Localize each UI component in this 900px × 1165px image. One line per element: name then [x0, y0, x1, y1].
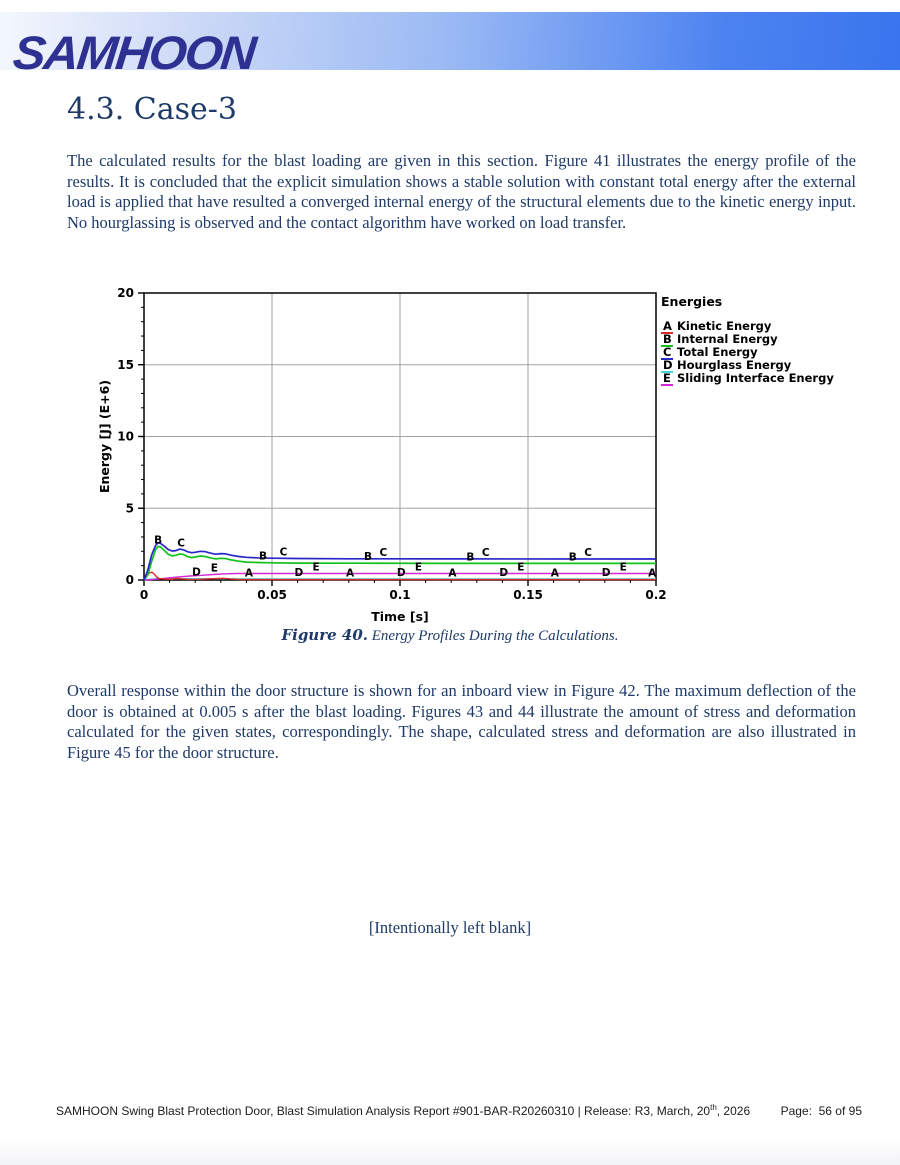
legend-label-A: Kinetic Energy	[677, 319, 772, 333]
x-axis-label: Time [s]	[371, 609, 429, 624]
legend-key-D: D	[663, 358, 673, 372]
curve-letter-C: C	[584, 547, 593, 560]
legend-key-C: C	[663, 345, 672, 359]
legend-label-C: Total Energy	[677, 345, 758, 359]
x-tick-label: 0	[139, 588, 149, 602]
curve-letter-B: B	[363, 551, 373, 564]
curve-letter-C: C	[379, 546, 388, 559]
curve-letter-B: B	[568, 551, 577, 564]
x-tick-label: 0.1	[389, 588, 411, 602]
legend-key-B: B	[663, 332, 672, 346]
figure-caption-label: Figure 40.	[281, 626, 368, 644]
section-title: 4.3. Case-3	[67, 92, 237, 127]
y-tick-label: 5	[125, 501, 134, 516]
legend-key-E: E	[663, 371, 671, 385]
y-tick-label: 15	[117, 357, 134, 372]
curve-letter-E: E	[517, 561, 525, 574]
header-banner	[0, 12, 900, 79]
curve-letter-A: A	[244, 567, 254, 580]
y-tick-label: 10	[117, 429, 134, 444]
curve-letter-A: A	[550, 567, 559, 580]
curve-letter-D: D	[192, 566, 201, 579]
curve-letter-D: D	[601, 566, 611, 579]
major-ticks	[138, 293, 656, 586]
x-tick-label: 0.15	[513, 588, 543, 602]
curve-letter-D: D	[294, 566, 304, 579]
legend-title: Energies	[661, 294, 723, 309]
legend-label-B: Internal Energy	[677, 332, 778, 346]
figure-caption	[0, 626, 900, 645]
y-tick-label: 20	[117, 286, 134, 300]
curve-letter-E: E	[619, 561, 627, 574]
footer-document-id: SAMHOON Swing Blast Protection Door, Blast Simulation Analysis Report #901-BAR-R20260310 | Release: R3, March, 20th, 2026	[56, 1103, 751, 1118]
curve-letter-C: C	[481, 546, 490, 559]
paragraph-blast-results: The calculated results for the blast loading are given in this section. Figure 41 illustrates the energy profile of the results. It is concluded that the explicit simulation shows a stable solution with constant total energy after the external load is applied that have resulted a converged internal energy of the structural elements due to the kinetic energy input. No hourglassing is observed and the contact algorithm have worked on load transfer.	[67, 151, 856, 232]
x-tick-label: 0.05	[257, 588, 287, 602]
legend-label-E: Sliding Interface Energy	[677, 371, 834, 385]
curve-letter-A: A	[346, 567, 355, 580]
figure-caption-text: Energy Profiles During the Calculations.	[367, 628, 619, 644]
curve-letter-E: E	[312, 561, 320, 574]
x-tick-label: 0.2	[645, 588, 667, 602]
curve-letter-B: B	[154, 534, 163, 547]
page-footer	[56, 1103, 862, 1118]
curve-letter-A: A	[448, 567, 457, 580]
curve-letter-D: D	[396, 566, 406, 579]
footer-superscript: th	[710, 1103, 717, 1112]
y-tick-label: 0	[125, 573, 134, 587]
legend-key-A: A	[663, 319, 672, 333]
y-axis-label: Energy [J] (E+6)	[97, 379, 112, 494]
curve-letter-E: E	[414, 561, 423, 574]
curve-letter-C: C	[177, 537, 185, 550]
curve-letter-E: E	[210, 562, 218, 575]
footer-page-number: Page: 56 of 95	[780, 1104, 862, 1118]
curve-letter-A: A	[648, 567, 657, 580]
paragraph-overall-response: Overall response within the door structure is shown for an inboard view in Figure 42. The maximum deflection of the door is obtained at 0.005 s after the blast loading. Figures 43 and 44 illustrate the amount of stress and deformation calculated for the given states, correspondingly. The shape, calculated stress and deformation are also illustrated in Figure 45 for the door structure.	[67, 681, 856, 762]
chart-legend	[661, 294, 834, 386]
samhoon-logo: SAMHOON	[10, 26, 258, 79]
legend-label-D: Hourglass Energy	[677, 358, 792, 372]
gridlines	[144, 293, 656, 580]
curve-letter-C: C	[279, 546, 288, 559]
minor-ticks	[141, 307, 630, 583]
curve-letter-B: B	[466, 551, 475, 564]
curve-letter-D: D	[499, 566, 509, 579]
energy-chart-svg	[95, 285, 865, 625]
intentionally-blank-note: [Intentionally left blank]	[368, 918, 532, 937]
energy-profile-chart	[95, 285, 865, 625]
bottom-fade	[0, 1139, 900, 1165]
curve-letter-B: B	[259, 550, 268, 563]
